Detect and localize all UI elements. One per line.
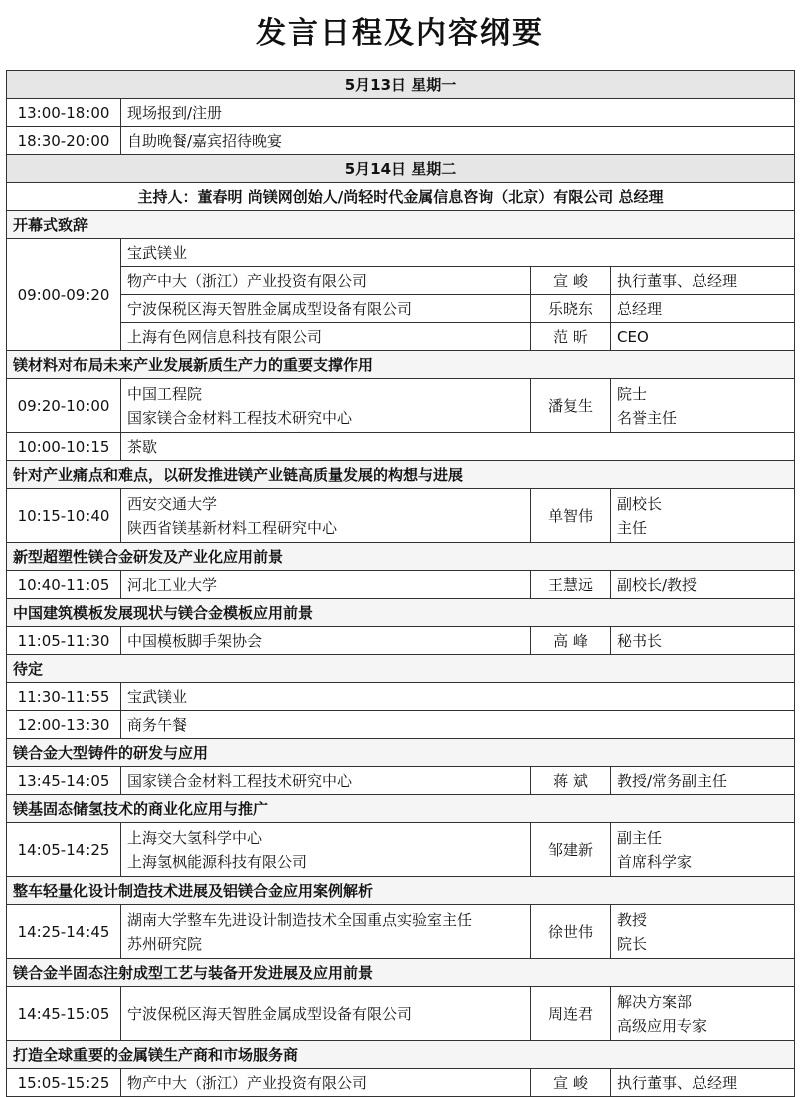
org-cell: 宁波保税区海天智胜金属成型设备有限公司: [121, 987, 531, 1041]
table-row: [7, 323, 795, 351]
speaker-title: [611, 823, 795, 877]
host-info: 主持人：董春明 尚镁网创始人/尚轻时代金属信息咨询（北京）有限公司 总经理: [7, 183, 795, 211]
speaker-name: 潘复生: [531, 379, 611, 433]
table-row: [7, 489, 795, 543]
speaker-name: 邹建新: [531, 823, 611, 877]
speaker-name: 蒋 斌: [531, 767, 611, 795]
time-cell: 18:30-20:00: [7, 127, 121, 155]
org-line: 苏州研究院: [127, 934, 203, 953]
speaker-title: CEO: [611, 323, 795, 351]
speaker-title: [611, 905, 795, 959]
speaker-title: [611, 987, 795, 1041]
org-cell: 中国模板脚手架协会: [121, 627, 531, 655]
table-row: [7, 267, 795, 295]
speaker-title: 执行董事、总经理: [611, 1069, 795, 1097]
section-title: 新型超塑性镁合金研发及产业化应用前景: [7, 543, 795, 571]
speaker-title: 总经理: [611, 295, 795, 323]
org-line: 上海氢枫能源科技有限公司: [127, 852, 308, 871]
time-cell: 14:45-15:05: [7, 987, 121, 1041]
day-date: 5月13日 星期一: [7, 71, 795, 99]
time-cell: 09:20-10:00: [7, 379, 121, 433]
speaker-title: 执行董事、总经理: [611, 267, 795, 295]
speaker-name: 高 峰: [531, 627, 611, 655]
section-title: 镁合金大型铸件的研发与应用: [7, 739, 795, 767]
section-title: 中国建筑模板发展现状与镁合金模板应用前景: [7, 599, 795, 627]
section-row: [7, 739, 795, 767]
day-header-row: [7, 155, 795, 183]
time-cell: 15:05-15:25: [7, 1069, 121, 1097]
section-title: 镁基固态储氢技术的商业化应用与推广: [7, 795, 795, 823]
section-row: [7, 959, 795, 987]
section-row: [7, 211, 795, 239]
speaker-name: 徐世伟: [531, 905, 611, 959]
section-title: 针对产业痛点和难点，以研发推进镁产业链高质量发展的构想与进展: [7, 461, 795, 489]
time-cell: 11:30-11:55: [7, 683, 121, 711]
title-line: 院士: [617, 384, 648, 403]
table-row: [7, 99, 795, 127]
section-row: [7, 599, 795, 627]
org-cell: 物产中大（浙江）产业投资有限公司: [121, 267, 531, 295]
section-title: 镁合金半固态注射成型工艺与装备开发进展及应用前景: [7, 959, 795, 987]
title-line: 高级应用专家: [617, 1016, 708, 1035]
speaker-name: 宣 峻: [531, 1069, 611, 1097]
table-row: [7, 905, 795, 959]
time-cell: 10:00-10:15: [7, 433, 121, 461]
section-title: 整车轻量化设计制造技术进展及铝镁合金应用案例解析: [7, 877, 795, 905]
speaker-title: 教授/常务副主任: [611, 767, 795, 795]
speaker-name: 王慧远: [531, 571, 611, 599]
table-row: [7, 767, 795, 795]
item-cell: 现场报到/注册: [121, 99, 795, 127]
time-cell: 13:45-14:05: [7, 767, 121, 795]
item-cell: 自助晚餐/嘉宾招待晚宴: [121, 127, 795, 155]
time-cell: 10:15-10:40: [7, 489, 121, 543]
speaker-title: 副校长/教授: [611, 571, 795, 599]
org-cell: 宝武镁业: [121, 239, 795, 267]
table-row: [7, 1069, 795, 1097]
schedule-table: [6, 70, 795, 1097]
table-row: [7, 627, 795, 655]
org-cell: 河北工业大学: [121, 571, 531, 599]
org-line: 上海交大氢科学中心: [127, 828, 263, 847]
table-row: [7, 987, 795, 1041]
speaker-name: 单智伟: [531, 489, 611, 543]
section-title: 打造全球重要的金属镁生产商和市场服务商: [7, 1041, 795, 1069]
org-cell: [121, 905, 531, 959]
page-title: 发言日程及内容纲要: [256, 16, 544, 51]
org-line: 陕西省镁基新材料工程研究中心: [127, 518, 338, 537]
org-line: 中国工程院: [127, 384, 203, 403]
org-cell: 宁波保税区海天智胜金属成型设备有限公司: [121, 295, 531, 323]
section-row: [7, 351, 795, 379]
day-date: 5月14日 星期二: [7, 155, 795, 183]
section-row: [7, 1041, 795, 1069]
table-row: [7, 379, 795, 433]
speaker-title: 秘书长: [611, 627, 795, 655]
speaker-name: 乐晓东: [531, 295, 611, 323]
org-line: 湖南大学整车先进设计制造技术全国重点实验室主任: [127, 910, 473, 929]
org-line: 西安交通大学: [127, 494, 218, 513]
title-line: 院长: [617, 934, 648, 953]
title-line: 教授: [617, 910, 648, 929]
table-row: [7, 571, 795, 599]
org-cell: 物产中大（浙江）产业投资有限公司: [121, 1069, 531, 1097]
table-row: [7, 239, 795, 267]
title-line: 副主任: [617, 828, 663, 847]
time-cell: 12:00-13:30: [7, 711, 121, 739]
speaker-name: 宣 峻: [531, 267, 611, 295]
time-cell: 14:25-14:45: [7, 905, 121, 959]
time-cell: 09:00-09:20: [7, 239, 121, 351]
day-header-row: [7, 71, 795, 99]
speaker-name: 周连君: [531, 987, 611, 1041]
title-line: 解决方案部: [617, 992, 693, 1011]
table-row: [7, 823, 795, 877]
section-title: 待定: [7, 655, 795, 683]
title-line: 主任: [617, 518, 648, 537]
section-row: [7, 543, 795, 571]
item-cell: 商务午餐: [121, 711, 795, 739]
org-cell: 国家镁合金材料工程技术研究中心: [121, 767, 531, 795]
speaker-name: 范 昕: [531, 323, 611, 351]
table-row: [7, 433, 795, 461]
title-line: 副校长: [617, 494, 663, 513]
table-row: [7, 127, 795, 155]
table-row: [7, 711, 795, 739]
time-cell: 11:05-11:30: [7, 627, 121, 655]
org-cell: [121, 489, 531, 543]
item-cell: 茶歇: [121, 433, 795, 461]
table-row: [7, 683, 795, 711]
section-row: [7, 461, 795, 489]
section-row: [7, 795, 795, 823]
org-line: 国家镁合金材料工程技术研究中心: [127, 408, 353, 427]
speaker-title: [611, 379, 795, 433]
org-cell: 上海有色网信息科技有限公司: [121, 323, 531, 351]
section-row: [7, 877, 795, 905]
title-line: 首席科学家: [617, 852, 693, 871]
item-cell: 宝武镁业: [121, 683, 795, 711]
speaker-title: [611, 489, 795, 543]
section-title: 镁材料对布局未来产业发展新质生产力的重要支撑作用: [7, 351, 795, 379]
org-cell: [121, 823, 531, 877]
org-cell: [121, 379, 531, 433]
host-row: [7, 183, 795, 211]
time-cell: 14:05-14:25: [7, 823, 121, 877]
time-cell: 10:40-11:05: [7, 571, 121, 599]
title-line: 名誉主任: [617, 408, 678, 427]
time-cell: 13:00-18:00: [7, 99, 121, 127]
section-row: [7, 655, 795, 683]
section-title: 开幕式致辞: [7, 211, 795, 239]
table-row: [7, 295, 795, 323]
